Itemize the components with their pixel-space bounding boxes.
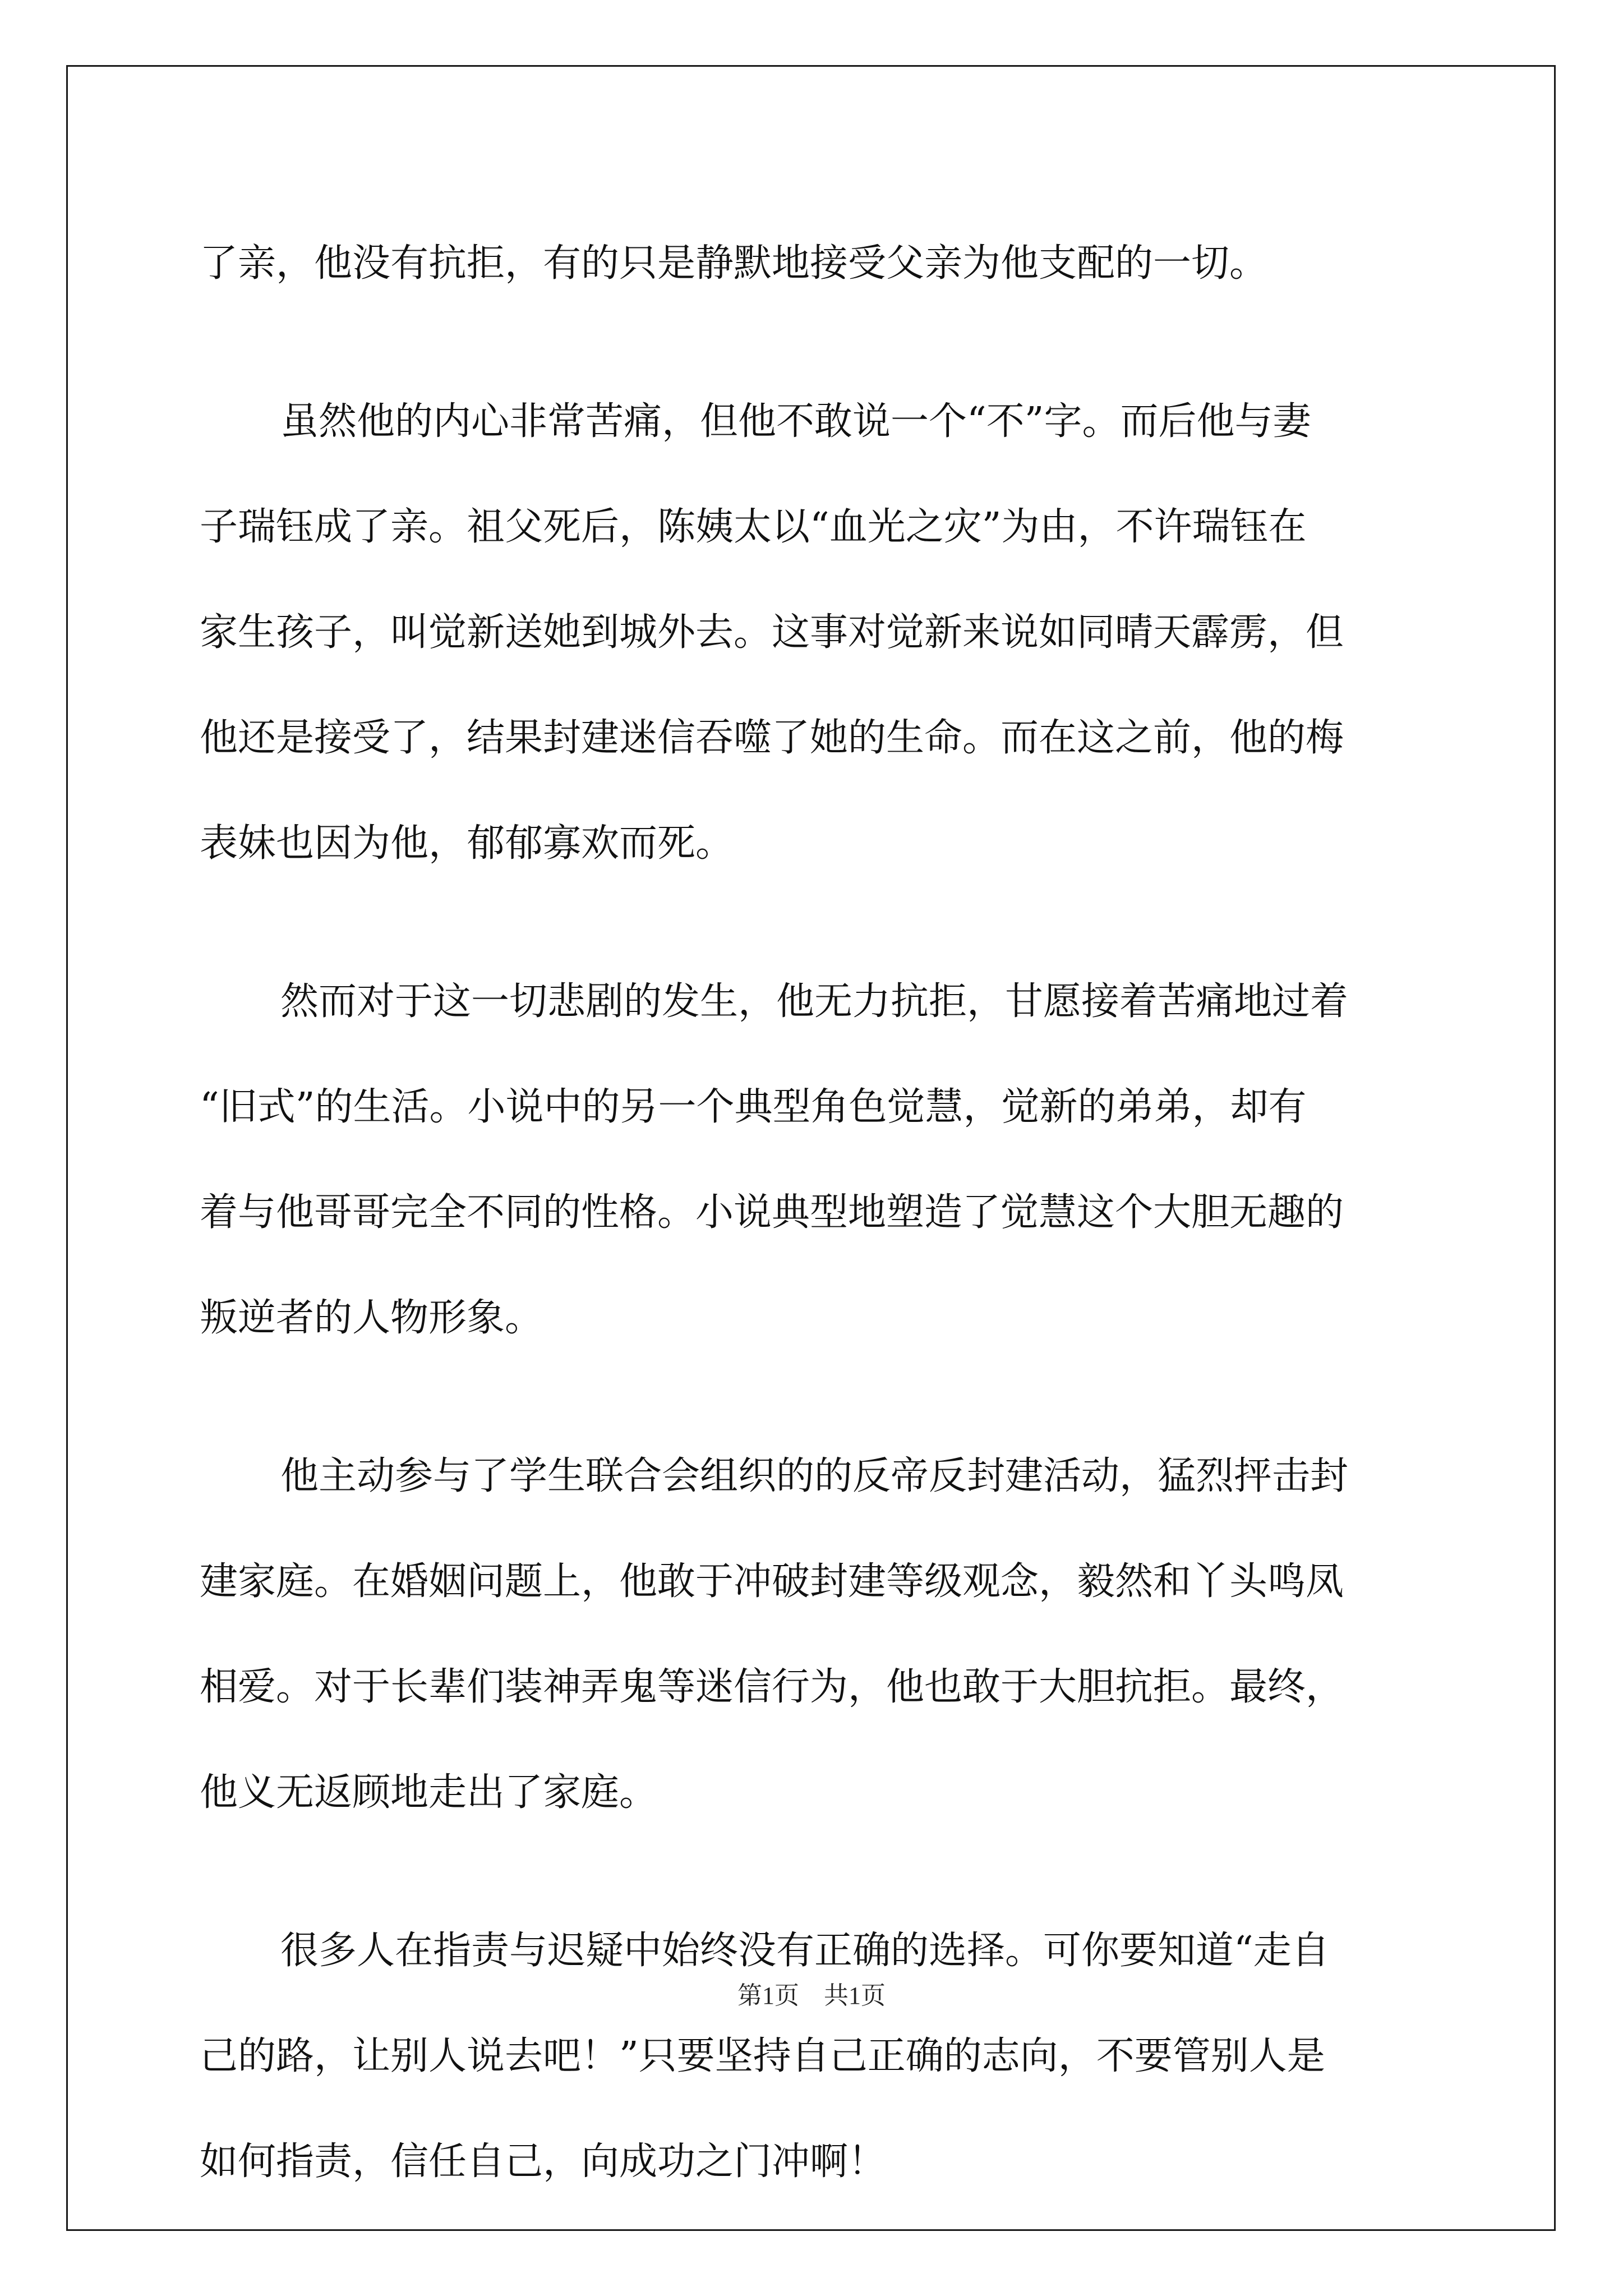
paragraph-line: 着与他哥哥完全不同的性格。小说典型地塑造了觉慧这个大胆无趣的: [200, 1190, 1344, 1235]
paragraph-line: 相爱。对于长辈们装神弄鬼等迷信行为，他也敢于大胆抗拒。最终，: [200, 1665, 1344, 1709]
paragraph-line: 然而对于这一切悲剧的发生，他无力抗拒，甘愿接着苦痛地过着: [280, 979, 1349, 1024]
page-total: 共1页: [824, 1982, 886, 2009]
paragraph-line: 表妹也因为他，郁郁寡欢而死。: [200, 821, 734, 866]
paragraph-line: 己的路，让别人说去吧！”只要坚持自己正确的志向，不要管别人是: [200, 2034, 1325, 2078]
paragraph-line: 很多人在指责与迟疑中始终没有正确的选择。可你要知道“走自: [280, 1929, 1330, 1973]
paragraph-line: 叛逆者的人物形象。: [200, 1296, 543, 1340]
paragraph-line: 子瑞钰成了亲。祖父死后，陈姨太以“血光之灾”为由，不许瑞钰在: [200, 505, 1307, 549]
paragraph-line: “旧式”的生活。小说中的另一个典型角色觉慧，觉新的弟弟，却有: [200, 1085, 1307, 1129]
page-number: 第1页: [737, 1982, 799, 2009]
paragraph-line: 建家庭。在婚姻问题上，他敢于冲破封建等级观念，毅然和丫头鸣凤: [200, 1559, 1344, 1604]
paragraph-line: 家生孩子，叫觉新送她到城外去。这事对觉新来说如同晴天霹雳，但: [200, 610, 1344, 655]
page-footer: [0, 1979, 1623, 2013]
paragraph-line: 如何指责，信任自己，向成功之门冲啊！: [200, 2139, 887, 2184]
paragraph-line: 他主动参与了学生联合会组织的的反帝反封建活动，猛烈抨击封: [280, 1454, 1349, 1498]
paragraph-line: 了亲，他没有抗拒，有的只是静默地接受父亲为他支配的一切。: [200, 241, 1268, 286]
document-body: [200, 211, 1426, 2215]
paragraph-line: 他义无返顾地走出了家庭。: [200, 1770, 658, 1815]
paragraph-line: 他还是接受了，结果封建迷信吞噬了她的生命。而在这之前，他的梅: [200, 716, 1344, 760]
paragraph-line: 虽然他的内心非常苦痛，但他不敢说一个“不”字。而后他与妻: [280, 399, 1311, 444]
